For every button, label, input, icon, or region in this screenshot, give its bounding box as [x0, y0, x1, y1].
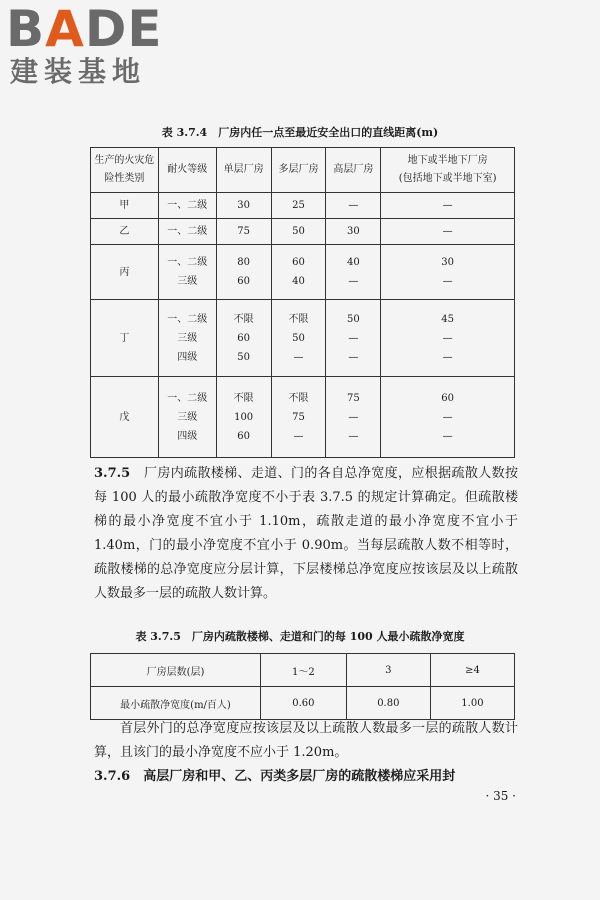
- multi-cell: 25: [271, 193, 326, 219]
- under-cell: —: [381, 193, 515, 219]
- clause-first-floor-door: 首层外门的总净宽度应按该层及以上疏散人数最多一层的疏散人数计算，且该门的最小净宽度不应小于 1.20m。: [94, 721, 518, 760]
- multi-cell: 50: [271, 219, 326, 245]
- single-cell: 不限 100 60: [216, 377, 271, 458]
- category-cell: 乙: [91, 219, 159, 245]
- width-table: [90, 653, 515, 720]
- table-header-row: [91, 148, 515, 193]
- multi-cell: 不限 75 —: [271, 377, 326, 458]
- grade-cell: 一、二级 三级 四级: [158, 300, 216, 377]
- grade-cell: 一、二级 三级: [158, 245, 216, 300]
- table-row: [91, 300, 515, 377]
- multi-cell: 不限 50 —: [271, 300, 326, 377]
- category-cell: 甲: [91, 193, 159, 219]
- high-cell: 50 — —: [326, 300, 381, 377]
- header-category: 生产的火灾危险性类别: [91, 148, 159, 193]
- table2-caption: 表 3.7.5 厂房内疏散楼梯、走道和门的每 100 人最小疏散净宽度: [135, 630, 465, 643]
- table1-caption: 表 3.7.4 厂房内任一点至最近安全出口的直线距离(m): [161, 126, 439, 139]
- header-grade: 耐火等级: [158, 148, 216, 193]
- distance-table: [90, 147, 515, 458]
- high-cell: 30: [326, 219, 381, 245]
- table-row: [91, 245, 515, 300]
- clause-3-7-5: 3.7.5 厂房内疏散楼梯、走道、门的各自总净宽度，应根据疏散人数按每 100 人的最小疏散净宽度不小于表 3.7.5 的规定计算确定。但疏散楼梯的最小净宽度不宜小于 1.10m，疏散走道的最小净宽度不宜小于 1.40m，门的最小净宽度不宜小于 0.90m。当每层疏散人数不相等时，疏散楼梯的总净宽度应分层计算，下层楼梯总净宽度应按该层及以上疏散人数最多一层的疏散人数计算。: [94, 466, 518, 601]
- under-cell: 60 — —: [381, 377, 515, 458]
- table-row: [91, 193, 515, 219]
- logo-subtitle: 建装基地: [10, 55, 147, 88]
- header-single: 单层厂房: [216, 148, 271, 193]
- single-cell: 80 60: [216, 245, 271, 300]
- single-cell: 75: [216, 219, 271, 245]
- category-cell: 戊: [91, 377, 159, 458]
- single-cell: 不限 60 50: [216, 300, 271, 377]
- header-high: 高层厂房: [326, 148, 381, 193]
- clause-3-7-6: 3.7.6 高层厂房和甲、乙、丙类多层厂房的疏散楼梯应采用封: [94, 769, 456, 784]
- table-row: [91, 219, 515, 245]
- header-underground: 地下或半地下厂房 (包括地下或半地下室): [381, 148, 515, 193]
- bade-logo: [6, 2, 163, 88]
- grade-cell: 一、二级: [158, 193, 216, 219]
- header-multi: 多层厂房: [271, 148, 326, 193]
- table-row: 厂房层数(层) 1～2 3 ≥4: [91, 654, 515, 687]
- single-cell: 30: [216, 193, 271, 219]
- page-number: · 35 ·: [485, 789, 516, 803]
- under-cell: 30 —: [381, 245, 515, 300]
- under-cell: —: [381, 219, 515, 245]
- multi-cell: 60 40: [271, 245, 326, 300]
- grade-cell: 一、二级 三级 四级: [158, 377, 216, 458]
- under-cell: 45 — —: [381, 300, 515, 377]
- high-cell: 75 — —: [326, 377, 381, 458]
- table-row: 最小疏散净宽度(m/百人) 0.60 0.80 1.00: [91, 687, 515, 720]
- high-cell: —: [326, 193, 381, 219]
- category-cell: 丁: [91, 300, 159, 377]
- high-cell: 40 —: [326, 245, 381, 300]
- category-cell: 丙: [91, 245, 159, 300]
- grade-cell: 一、二级: [158, 219, 216, 245]
- table-row: [91, 377, 515, 458]
- logo-wordmark: BADE: [6, 0, 163, 58]
